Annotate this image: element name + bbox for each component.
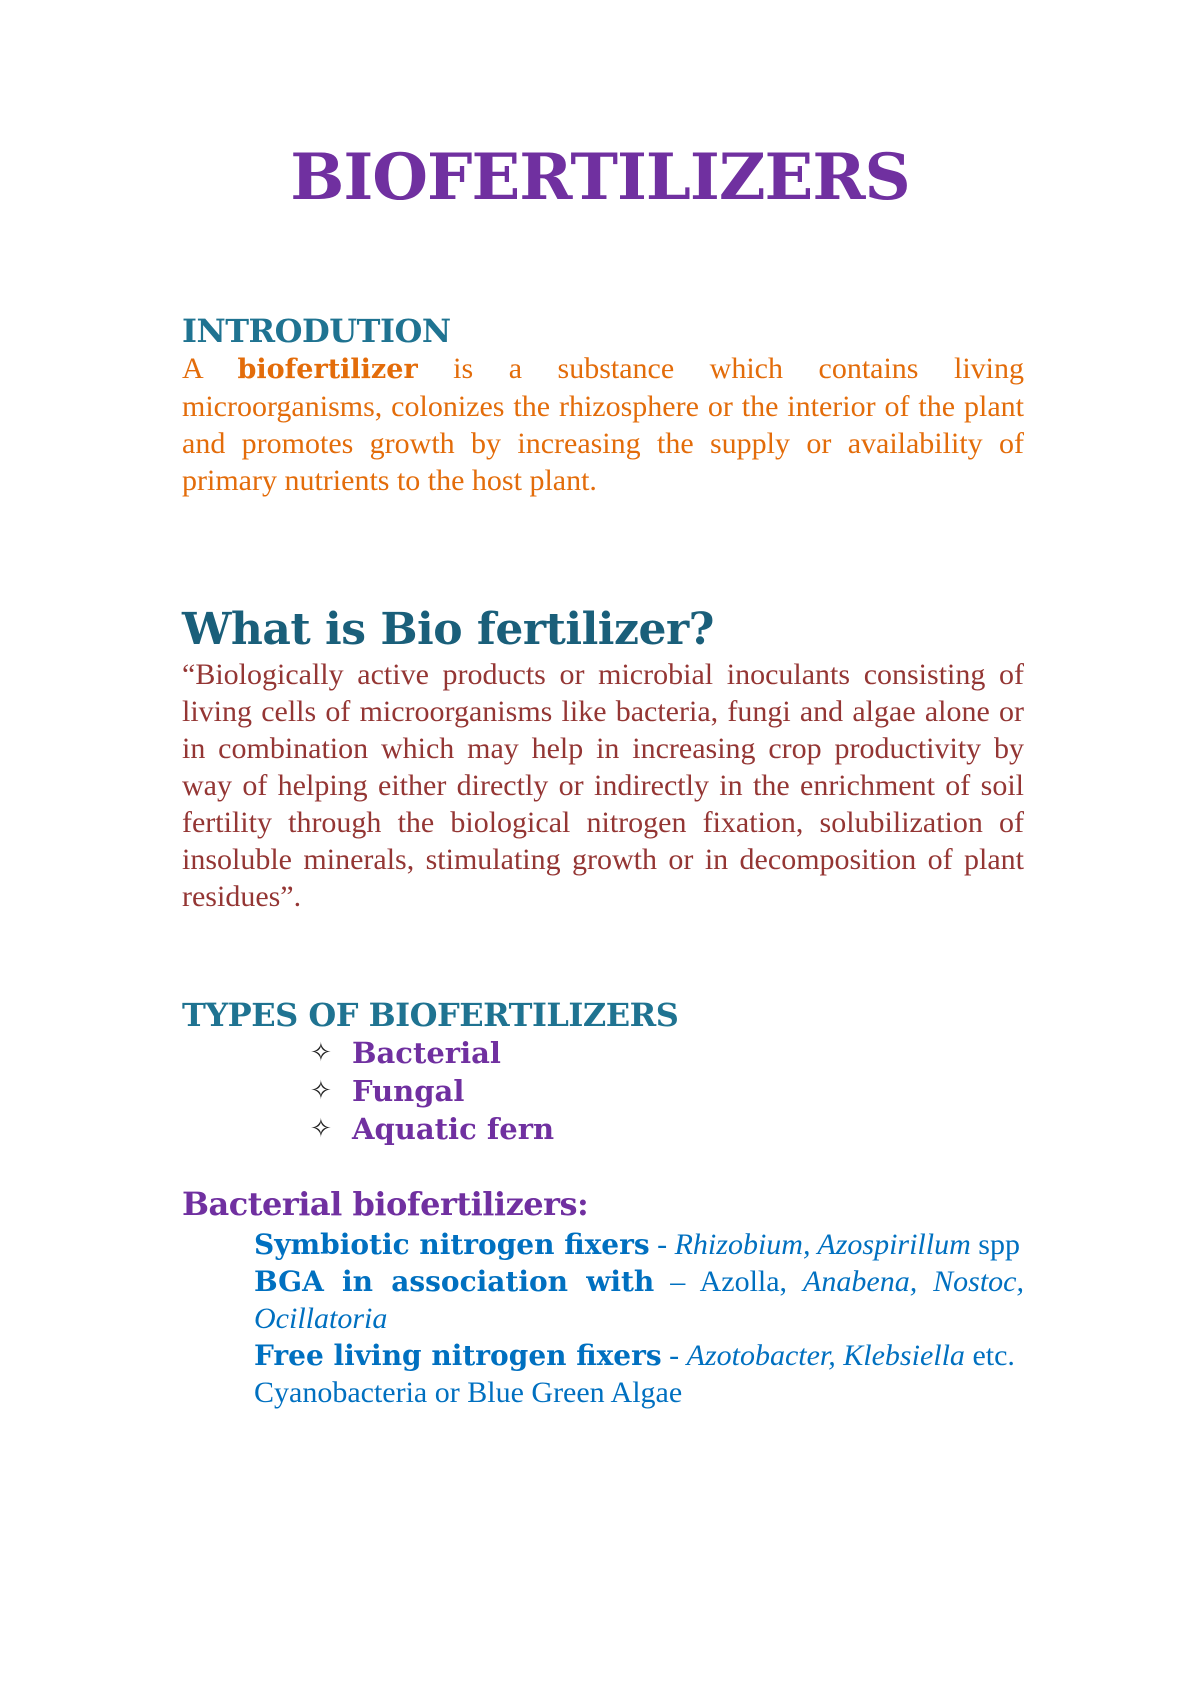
list-item bbox=[254, 1226, 1024, 1263]
item-separator: – bbox=[654, 1265, 700, 1298]
intro-paragraph bbox=[182, 350, 1024, 499]
item-lead: BGA in association with bbox=[254, 1265, 655, 1298]
item-italic: Anabena, Nostoc, Ocillatoria bbox=[254, 1265, 1024, 1335]
list-item bbox=[254, 1337, 1024, 1374]
intro-pre: A bbox=[182, 352, 238, 385]
type-label: Bacterial bbox=[352, 1036, 501, 1070]
type-label: Fungal bbox=[352, 1074, 465, 1108]
intro-lead-word: biofertilizer bbox=[237, 354, 418, 385]
list-item bbox=[310, 1072, 1024, 1110]
type-label: Aquatic fern bbox=[352, 1112, 555, 1146]
what-section bbox=[182, 604, 1024, 915]
item-italic: Rhizobium, Azospirillum bbox=[674, 1228, 971, 1261]
list-item bbox=[254, 1263, 1024, 1337]
intro-text: is a substance which contains living microorganisms, colonizes the rhizosphere or the interior of the plant and promotes growth by increasing the supply or availability of primary nutrients to the host plant. bbox=[182, 352, 1024, 497]
what-paragraph: “Biologically active products or microbial inoculants consisting of living cells of microorganisms like bacteria, fungi and algae alone or in combination which may help in increasing crop productivity by way of helping either directly or indirectly in the enrichment of soil fertility through the biological nitrogen fixation, solubilization of insoluble minerals, stimulating growth or in decomposition of plant residues”. bbox=[182, 658, 1024, 913]
item-italic: Azotobacter, Klebsiella bbox=[686, 1339, 965, 1372]
types-list bbox=[310, 1034, 1024, 1148]
intro-section bbox=[182, 312, 1024, 499]
bacterial-list bbox=[254, 1226, 1024, 1411]
bacterial-section bbox=[182, 1184, 1024, 1224]
star-bullet-icon: ✧ bbox=[310, 1076, 332, 1106]
types-heading: TYPES OF BIOFERTILIZERS bbox=[182, 996, 679, 1034]
item-lead: Symbiotic nitrogen fixers bbox=[254, 1228, 650, 1261]
item-lead: Free living nitrogen fixers bbox=[254, 1339, 662, 1372]
types-section bbox=[182, 996, 1024, 1148]
item-rest: Azolla, bbox=[699, 1265, 804, 1298]
item-rest: etc. bbox=[964, 1339, 1015, 1372]
page-title: BIOFERTILIZERS bbox=[290, 140, 910, 215]
star-bullet-icon: ✧ bbox=[310, 1114, 332, 1144]
item-separator: - bbox=[649, 1228, 675, 1261]
what-heading: What is Bio fertilizer? bbox=[182, 604, 714, 655]
bacterial-heading: Bacterial biofertilizers: bbox=[182, 1185, 589, 1223]
intro-heading: INTRODUTION bbox=[182, 312, 451, 350]
star-bullet-icon: ✧ bbox=[310, 1038, 332, 1068]
list-item-last: Cyanobacteria or Blue Green Algae bbox=[254, 1376, 683, 1409]
item-separator: - bbox=[661, 1339, 687, 1372]
list-item bbox=[310, 1034, 1024, 1072]
list-item bbox=[310, 1110, 1024, 1148]
item-rest: spp bbox=[970, 1228, 1020, 1261]
